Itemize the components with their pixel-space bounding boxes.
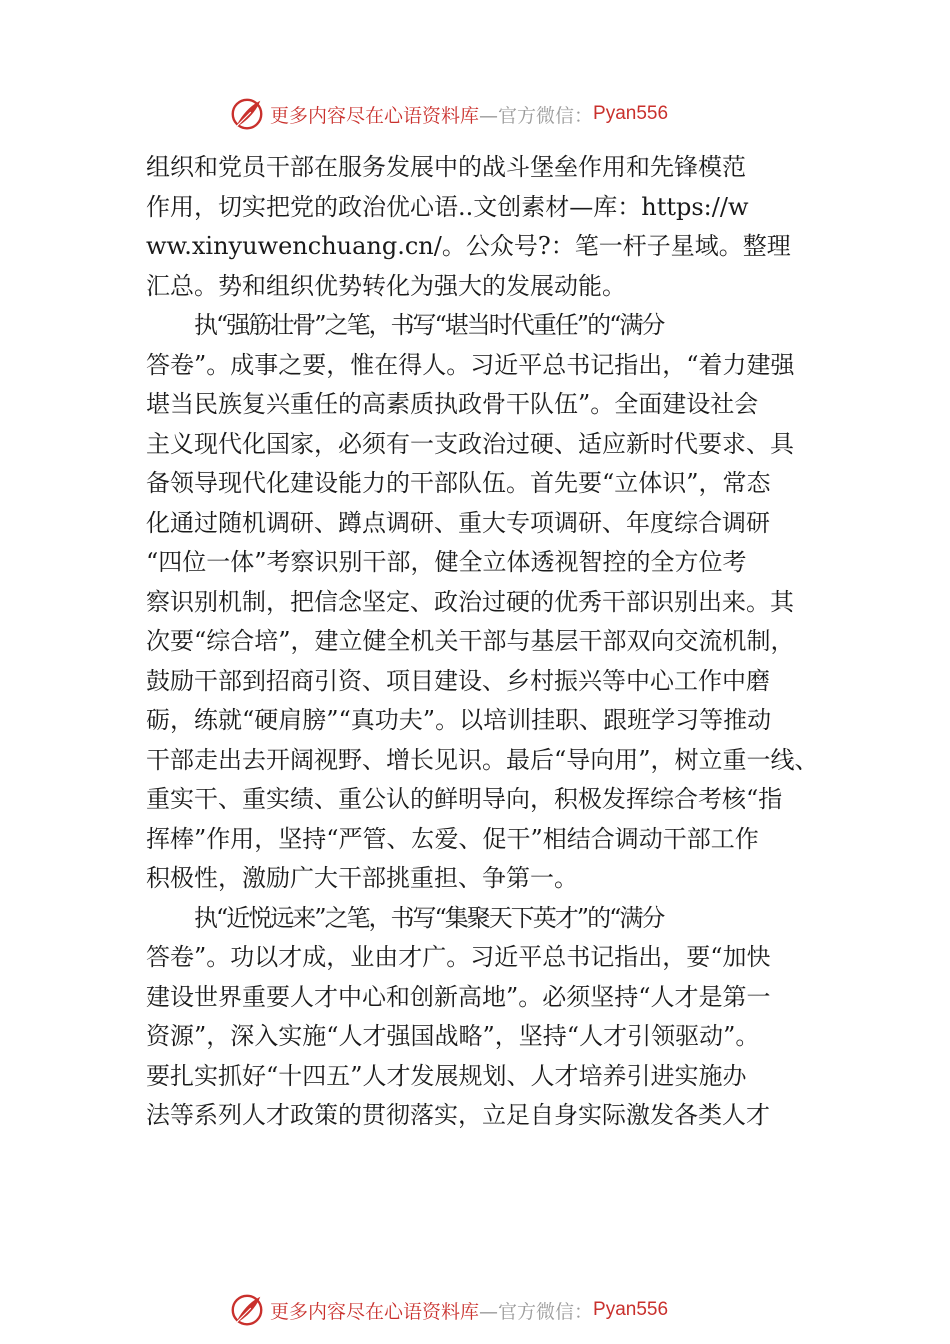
text-line: ww.xinyuwenchuang.cn/。公众号?：笔一杆子星域。整理 xyxy=(146,232,791,260)
text-line: 积极性，激励广大干部挑重担、争第一。 xyxy=(146,864,578,892)
text-line: 组织和党员干部在服务发展中的战斗堡垒作用和先锋模范 xyxy=(146,153,746,181)
document-body xyxy=(146,148,826,1136)
text-line: 汇总。势和组织优势转化为强大的发展动能。 xyxy=(146,271,626,300)
text-line: 察识别机制，把信念坚定、政治过硬的优秀干部识别出来。其 xyxy=(146,587,794,616)
text-line: 次要“综合培”，建立健全机关干部与基层干部双向交流机制， xyxy=(146,627,795,655)
footer-banner xyxy=(228,1290,668,1330)
text-line: “四位一体”考察识别干部，健全立体透视智控的全方位考 xyxy=(146,548,747,576)
text-line: 执“强筋壮骨”之笔，书写“堪当时代重任”的“满分 xyxy=(194,311,664,339)
banner-wechat-id: Pyan556 xyxy=(593,103,669,124)
text-line: 化通过随机调研、蹲点调研、重大专项调研、年度综合调研 xyxy=(146,508,770,537)
text-line: 答卷”。功以才成，业由才广。习近平总书记指出，要“加快 xyxy=(146,943,771,971)
header-banner xyxy=(228,94,668,134)
text-line: 建设世界重要人才中心和创新高地”。必须坚持“人才是第一 xyxy=(146,982,771,1011)
banner-main-text: 更多内容尽在心语资料库 xyxy=(270,1300,480,1323)
text-line: 要扎实抓好“十四五”人才发展规划、人才培养引进实施办 xyxy=(146,1061,747,1090)
banner-separator-text: —官方微信： xyxy=(479,1300,594,1323)
feather-pen-logo-icon xyxy=(228,95,266,133)
text-line: 备领导现代化建设能力的干部队伍。首先要“立体识”，常态 xyxy=(146,469,771,497)
text-line: 干部走出去开阔视野、增长见识。最后“导向用”，树立重一线、 xyxy=(146,745,819,774)
text-line: 资源”，深入实施“人才强国战略”，坚持“人才引领驱动”。 xyxy=(146,1022,760,1050)
banner-wechat-id: Pyan556 xyxy=(593,1299,669,1320)
text-line: 作用，切实把党的政治优心语..文创素材—库：https://w xyxy=(146,192,749,221)
feather-pen-logo-icon xyxy=(228,1291,266,1329)
banner-main-text: 更多内容尽在心语资料库 xyxy=(270,104,480,127)
text-line: 法等系列人才政策的贯彻落实，立足自身实际激发各类人才 xyxy=(146,1101,770,1129)
banner-separator-text: —官方微信： xyxy=(479,104,594,127)
text-line: 砺，练就“硬肩膀”“真功夫”。以培训挂职、跟班学习等推动 xyxy=(146,706,772,734)
text-line: 主义现代化国家，必须有一支政治过硬、适应新时代要求、具 xyxy=(146,429,794,458)
text-line: 挥棒”作用，坚持“严管、厷爱、促干”相结合调动干部工作 xyxy=(146,824,759,853)
text-line: 执“近悦远来”之笔，书写“集聚天下英才”的“满分 xyxy=(194,903,664,932)
text-line: 答卷”。成事之要，惟在得人。习近平总书记指出，“着力建强 xyxy=(146,350,795,379)
text-line: 堪当民族复兴重任的高素质执政骨干队伍”。全面建设社会 xyxy=(146,390,759,418)
text-line: 鼓励干部到招商引资、项目建设、乡村振兴等中心工作中磨 xyxy=(146,666,770,695)
text-line: 重实干、重实绩、重公认的鲜明导向，积极发挥综合考核“指 xyxy=(146,785,783,813)
